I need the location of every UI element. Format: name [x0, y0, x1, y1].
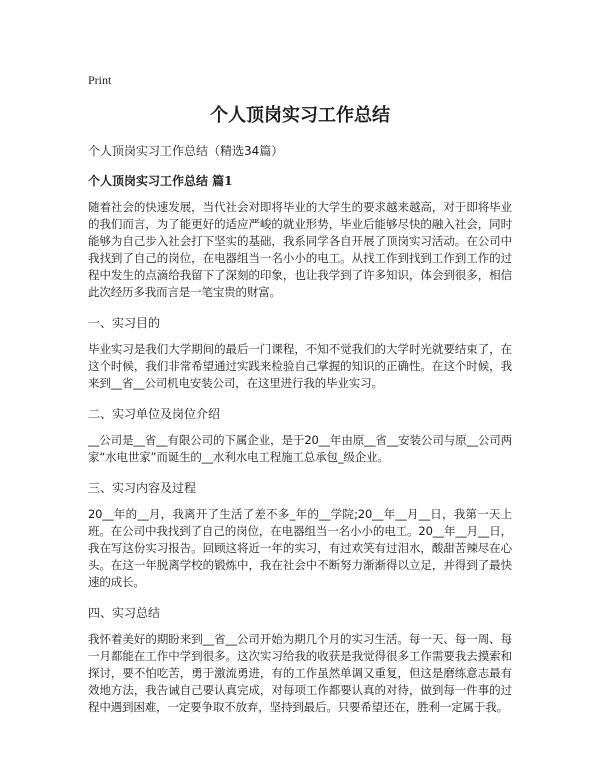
company-paragraph: __公司是__省__有限公司的下属企业，是于20__年由原__省__安装公司与原__公司两家“水电世家”而诞生的__水利水电工程施工总承包_级企业。 [88, 433, 512, 464]
heading-summary: 四、实习总结 [88, 606, 161, 620]
summary-paragraph: 我怀着美好的期盼来到__省__公司开始为期几个月的实习生活。每一天、每一周、每一月都能在工作中学到很多。这次实习给我的收获是我觉得很多工作需要我去摸索和探讨，要不怕吃苦，勇于激流勇进，有的工作虽然单调又重复，但这是磨练意志最有效地方法，我告诫自己要认真完成，对每项工作都要认真的对待，做到每一件事的过程中遇到困难，一定要争取不放弃，坚持到最后。只要希望还在，胜利一定属于我。 [88, 632, 512, 714]
content-paragraph: 20__年的__月，我离开了生活了差不多_年的__学院;20__年__月__日，我第一天上班。在公司中我找到了自己的岗位，在电器组当一名小小的电工。20__年__月__日，我在写这份实习报告。回顾这将近一年的实习，有过欢笑有过泪水，酸甜苦辣尽在心头。在这一年脱离学校的锻炼中，我在社会中不断努力渐渐得以立足，并得到了最快速的成长。 [88, 507, 512, 589]
intro-paragraph: 随着社会的快速发展，当代社会对即将毕业的大学生的要求越来越高，对于即将毕业的我们而言，为了能更好的适应严峻的就业形势，毕业后能够尽快的融入社会，同时能够为自己步入社会打下坚实的基础，我系同学各自开展了顶岗实习活动。在公司中我找到了自己的岗位，在电器组当一名小小的电工。从找工作到找到工作到工作的过程中发生的点滴给我留下了深刻的印象，也让我学到了许多知识，体会到很多，相信此次经历多我而言是一笔宝贵的财富。 [88, 200, 512, 299]
purpose-paragraph: 毕业实习是我们大学期间的最后一门课程，不知不觉我们的大学时光就要结束了，在这个时候，我们非常希望通过实践来检验自己掌握的知识的正确性。在这个时候，我来到__省__公司机电安装公司，在这里进行我的毕业实习。 [88, 342, 512, 390]
heading-company: 二、实习单位及岗位介绍 [88, 407, 221, 421]
heading-content: 三、实习内容及过程 [88, 481, 197, 495]
document-subtitle: 个人顶岗实习工作总结（精选34篇） [88, 144, 284, 158]
heading-purpose: 一、实习目的 [88, 316, 161, 330]
document-title: 个人顶岗实习工作总结 [210, 105, 390, 126]
print-label[interactable]: Print [88, 73, 112, 87]
section-title: 个人顶岗实习工作总结 篇1 [88, 174, 233, 188]
